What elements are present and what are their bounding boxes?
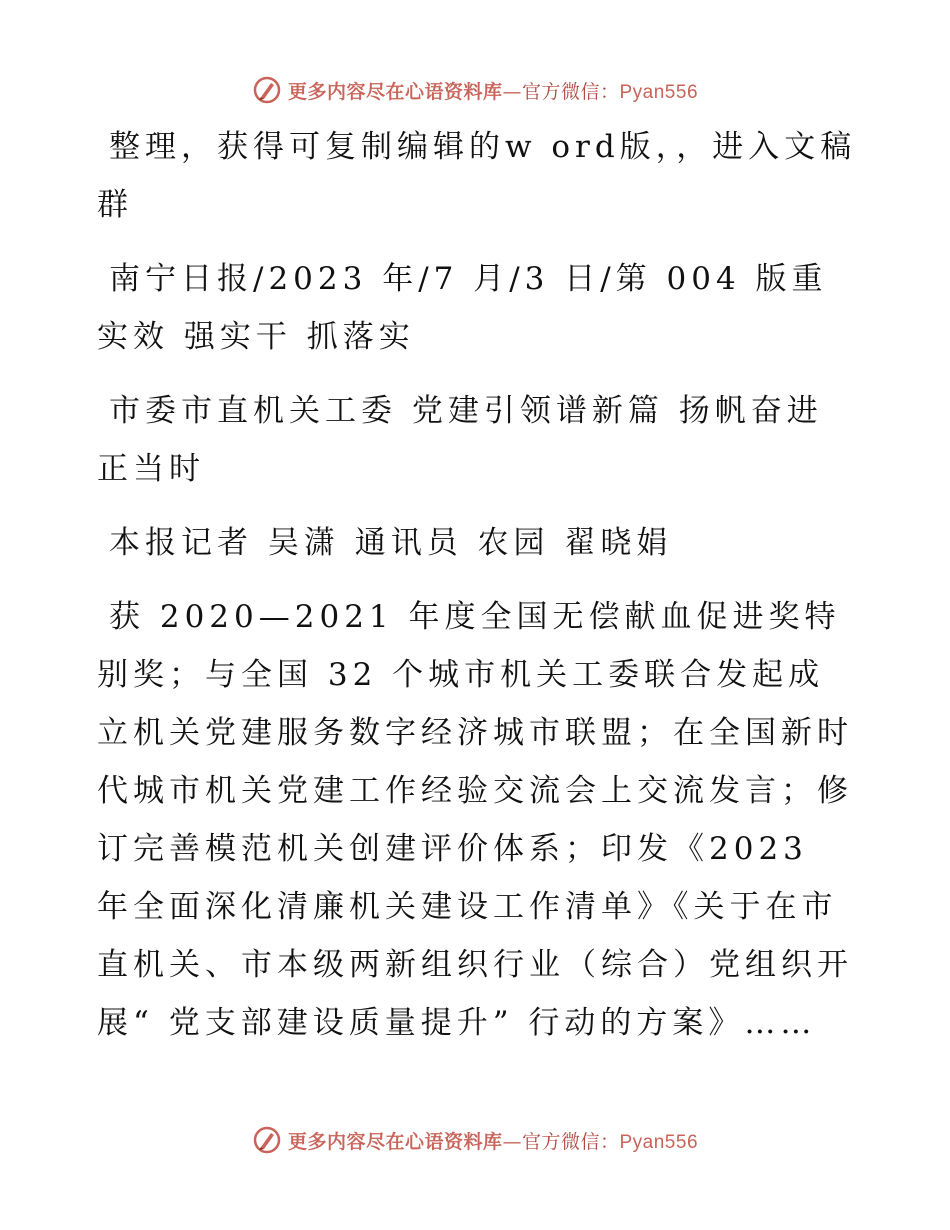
watermark-wechat-id: Pyan556 xyxy=(619,1131,699,1153)
document-body xyxy=(97,118,857,1068)
intro-line: 整理，获得可复制编辑的w ord版，，进入文稿群 xyxy=(97,129,857,223)
watermark-text xyxy=(288,77,698,104)
watermark-wechat-label: 官方微信： xyxy=(521,1130,620,1153)
pen-logo-icon xyxy=(252,1125,282,1155)
article-headline: 市委市直机关工委 党建引领谱新篇 扬帆奋进正当时 xyxy=(97,393,823,487)
header-watermark xyxy=(0,70,950,110)
source-line: 南宁日报/2023 年/7 月/3 日/第 004 版重实效 强实干 抓落实 xyxy=(97,261,828,355)
body-paragraph: 获 2020—2021 年度全国无偿献血促进奖特别奖；与全国 32 个城市机关工委联合发起成立机关党建服务数字经济城市联盟；在全国新时代城市机关党建工作经验交流会上交流发言；修订完善模范机关创建评价体系；印发《2023 年全面深化清廉机关建设工作清单》《关于在市直机关、市本级两新组织行业（综合）党组织开展“ 党支部建设质量提升” 行动的方案》…… xyxy=(97,599,853,1041)
byline: 本报记者 吴潇 通讯员 农园 翟晓娟 xyxy=(109,525,673,561)
footer-watermark xyxy=(0,1120,950,1160)
pen-logo-icon xyxy=(252,75,282,105)
watermark-text xyxy=(288,1127,698,1154)
watermark-dash: — xyxy=(502,80,522,103)
watermark-main: 更多内容尽在心语资料库 xyxy=(287,1130,503,1153)
watermark-main: 更多内容尽在心语资料库 xyxy=(287,80,503,103)
watermark-wechat-label: 官方微信： xyxy=(521,80,620,103)
watermark-wechat-id: Pyan556 xyxy=(619,81,699,103)
watermark-dash: — xyxy=(502,1130,522,1153)
